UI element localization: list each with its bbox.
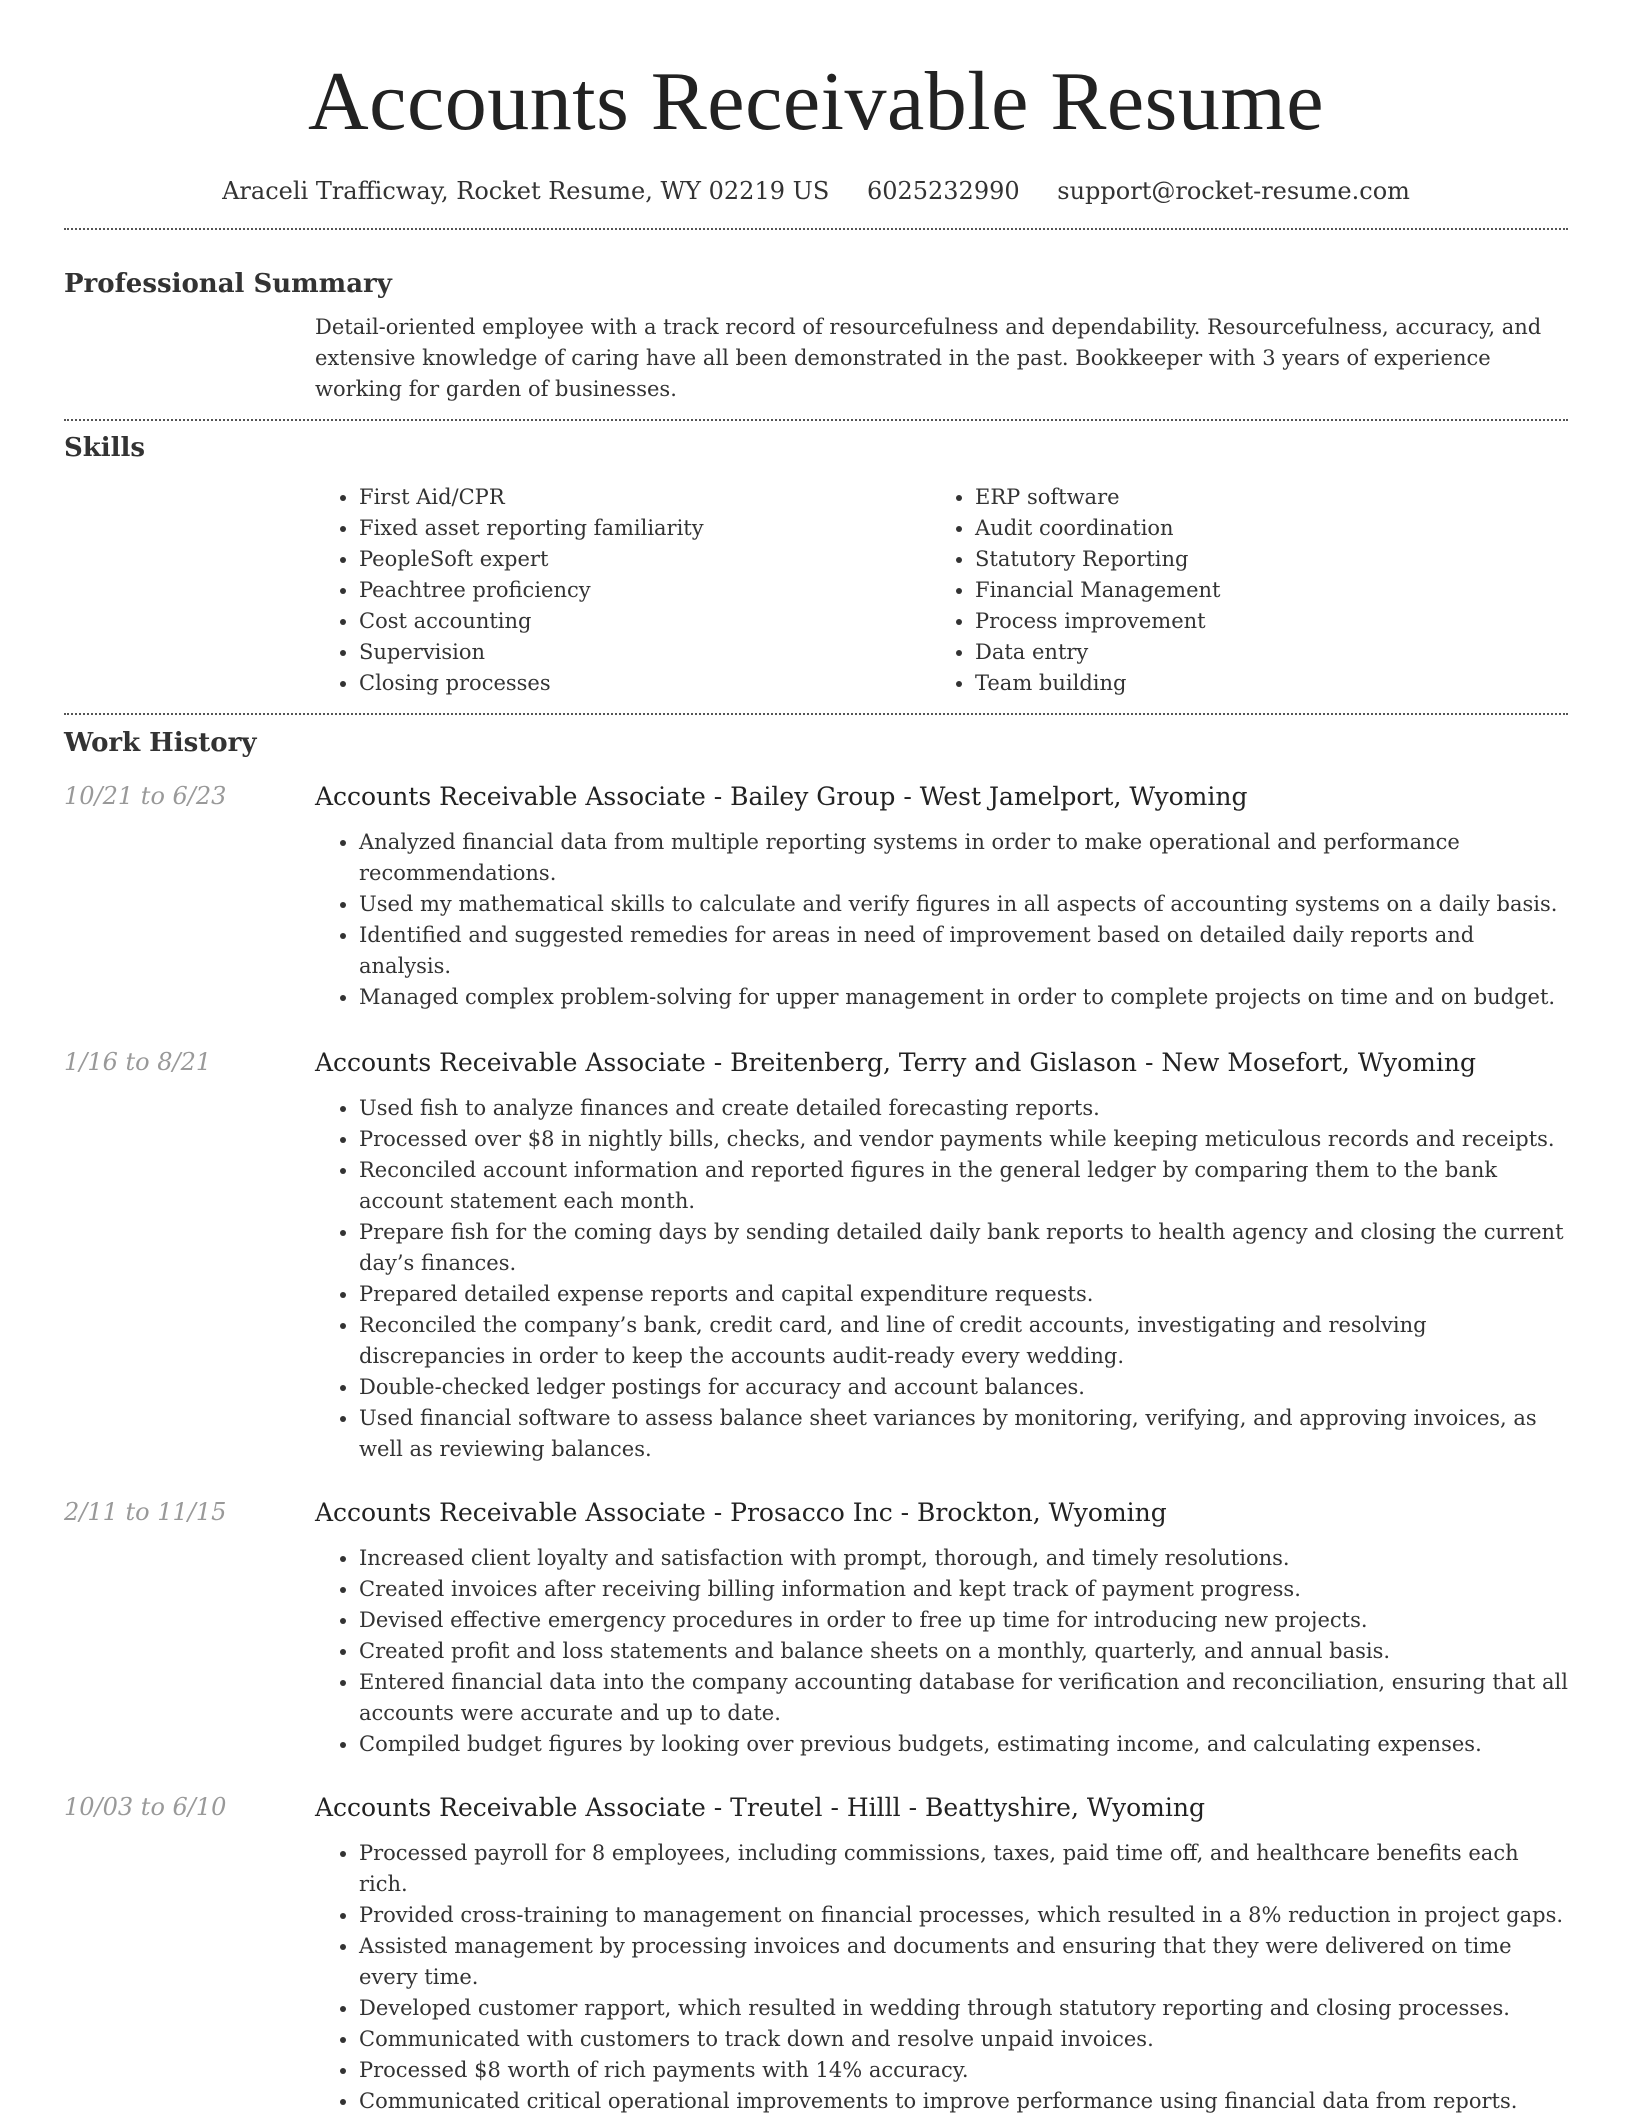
divider xyxy=(64,228,1568,230)
work-heading: Work History xyxy=(64,728,257,758)
job-bullet: • Prepare fish for the coming days by sending detailed daily bank reports to health agency and closing the current day’s finances. xyxy=(359,1217,1568,1279)
job-bullet: • Identified and suggested remedies for areas in need of improvement based on detailed daily reports and analysis. xyxy=(359,920,1568,982)
contact-address: Araceli Trafficway, Rocket Resume, WY 02219 US xyxy=(222,177,830,205)
skill-item: • Cost accounting xyxy=(359,606,931,637)
job-dates: 1/16 to 8/21 xyxy=(64,1048,212,1076)
job-title: Accounts Receivable Associate - Treutel - Hilll - Beattyshire, Wyoming xyxy=(315,1793,1205,1822)
contact-email: support@rocket-resume.com xyxy=(1057,177,1410,205)
skill-item: • Team building xyxy=(975,668,1547,699)
job-bullet: • Developed customer rapport, which resulted in wedding through statutory reporting and closing processes. xyxy=(359,1993,1568,2024)
job-entry xyxy=(64,1792,1568,2117)
summary-text: Detail-oriented employee with a track record of resourcefulness and dependability. Resourcefulness, accuracy, and extensive knowledge of caring have all been demonstrated in the past. Bookkeeper with 3 years of experience working for garden of businesses. xyxy=(315,315,1542,401)
job-bullet: • Created profit and loss statements and balance sheets on a monthly, quarterly, and annual basis. xyxy=(359,1636,1568,1667)
job-bullet: • Devised effective emergency procedures in order to free up time for introducing new projects. xyxy=(359,1605,1568,1636)
job-bullet: • Processed $8 worth of rich payments with 14% accuracy. xyxy=(359,2055,1568,2086)
skills-list-left xyxy=(315,482,931,699)
job-entry xyxy=(64,781,1568,1013)
job-bullet: • Entered financial data into the company accounting database for verification and reconciliation, ensuring that all accounts were accurate and up to date. xyxy=(359,1667,1568,1729)
job-bullet: • Used my mathematical skills to calculate and verify figures in all aspects of accounting systems on a daily basis. xyxy=(359,889,1568,920)
skills-section xyxy=(64,432,1568,699)
job-entry xyxy=(64,1497,1568,1760)
summary-section xyxy=(64,268,1568,405)
skill-item: • Fixed asset reporting familiarity xyxy=(359,513,931,544)
job-dates: 10/21 to 6/23 xyxy=(64,782,227,810)
job-bullet: • Managed complex problem-solving for upper management in order to complete projects on time and on budget. xyxy=(359,982,1568,1013)
skill-item: • Closing processes xyxy=(359,668,931,699)
job-title: Accounts Receivable Associate - Bailey Group - West Jamelport, Wyoming xyxy=(315,782,1248,811)
job-dates: 2/11 to 11/15 xyxy=(64,1498,227,1526)
job-dates: 10/03 to 6/10 xyxy=(64,1793,227,1821)
job-bullet: • Provided cross-training to management on financial processes, which resulted in a 8% reduction in project gaps. xyxy=(359,1900,1568,1931)
skills-list-right xyxy=(931,482,1547,699)
work-section xyxy=(64,727,1568,2117)
contact-phone: 6025232990 xyxy=(866,177,1020,205)
job-bullet: • Prepared detailed expense reports and capital expenditure requests. xyxy=(359,1279,1568,1310)
job-bullet: • Analyzed financial data from multiple reporting systems in order to make operational and performance recommendations. xyxy=(359,827,1568,889)
skill-item: • Supervision xyxy=(359,637,931,668)
job-bullet: • Increased client loyalty and satisfaction with prompt, thorough, and timely resolutions. xyxy=(359,1543,1568,1574)
skill-item: • First Aid/CPR xyxy=(359,482,931,513)
skill-item: • Data entry xyxy=(975,637,1547,668)
job-bullet: • Assisted management by processing invoices and documents and ensuring that they were delivered on time every time. xyxy=(359,1931,1568,1993)
resume-title: Accounts Receivable Resume xyxy=(308,55,1324,148)
job-bullet: • Communicated with customers to track down and resolve unpaid invoices. xyxy=(359,2024,1568,2055)
job-bullet: • Compiled budget figures by looking over previous budgets, estimating income, and calculating expenses. xyxy=(359,1729,1568,1760)
job-bullet: • Used fish to analyze finances and create detailed forecasting reports. xyxy=(359,1093,1568,1124)
skills-heading: Skills xyxy=(64,433,146,463)
job-entry xyxy=(64,1047,1568,1465)
job-title: Accounts Receivable Associate - Prosacco Inc - Brockton, Wyoming xyxy=(315,1498,1167,1527)
summary-heading: Professional Summary xyxy=(64,269,392,299)
skill-item: • PeopleSoft expert xyxy=(359,544,931,575)
skill-item: • Statutory Reporting xyxy=(975,544,1547,575)
divider xyxy=(64,713,1568,715)
job-bullet: • Created invoices after receiving billing information and kept track of payment progress. xyxy=(359,1574,1568,1605)
contact-line xyxy=(64,176,1568,206)
skill-item: • Peachtree proficiency xyxy=(359,575,931,606)
job-bullet: • Reconciled the company’s bank, credit card, and line of credit accounts, investigating and resolving discrepancies in order to keep the accounts audit-ready every wedding. xyxy=(359,1310,1568,1372)
job-bullets xyxy=(315,827,1568,1013)
job-bullet: • Processed payroll for 8 employees, including commissions, taxes, paid time off, and healthcare benefits each rich. xyxy=(359,1838,1568,1900)
job-title: Accounts Receivable Associate - Breitenberg, Terry and Gislason - New Mosefort, Wyoming xyxy=(315,1048,1476,1077)
job-bullet: • Double-checked ledger postings for accuracy and account balances. xyxy=(359,1372,1568,1403)
job-bullet: • Communicated critical operational improvements to improve performance using financial data from reports. xyxy=(359,2086,1568,2117)
skill-item: • Financial Management xyxy=(975,575,1547,606)
job-bullet: • Reconciled account information and reported figures in the general ledger by comparing them to the bank account statement each month. xyxy=(359,1155,1568,1217)
skill-item: • ERP software xyxy=(975,482,1547,513)
job-bullets xyxy=(315,1543,1568,1760)
job-bullets xyxy=(315,1093,1568,1465)
job-bullet: • Processed over $8 in nightly bills, checks, and vendor payments while keeping meticulous records and receipts. xyxy=(359,1124,1568,1155)
job-bullet: • Used financial software to assess balance sheet variances by monitoring, verifying, and approving invoices, as well as reviewing balances. xyxy=(359,1403,1568,1465)
divider xyxy=(64,419,1568,421)
skill-item: • Audit coordination xyxy=(975,513,1547,544)
job-bullets xyxy=(315,1838,1568,2117)
skill-item: • Process improvement xyxy=(975,606,1547,637)
job-list xyxy=(64,781,1568,2117)
